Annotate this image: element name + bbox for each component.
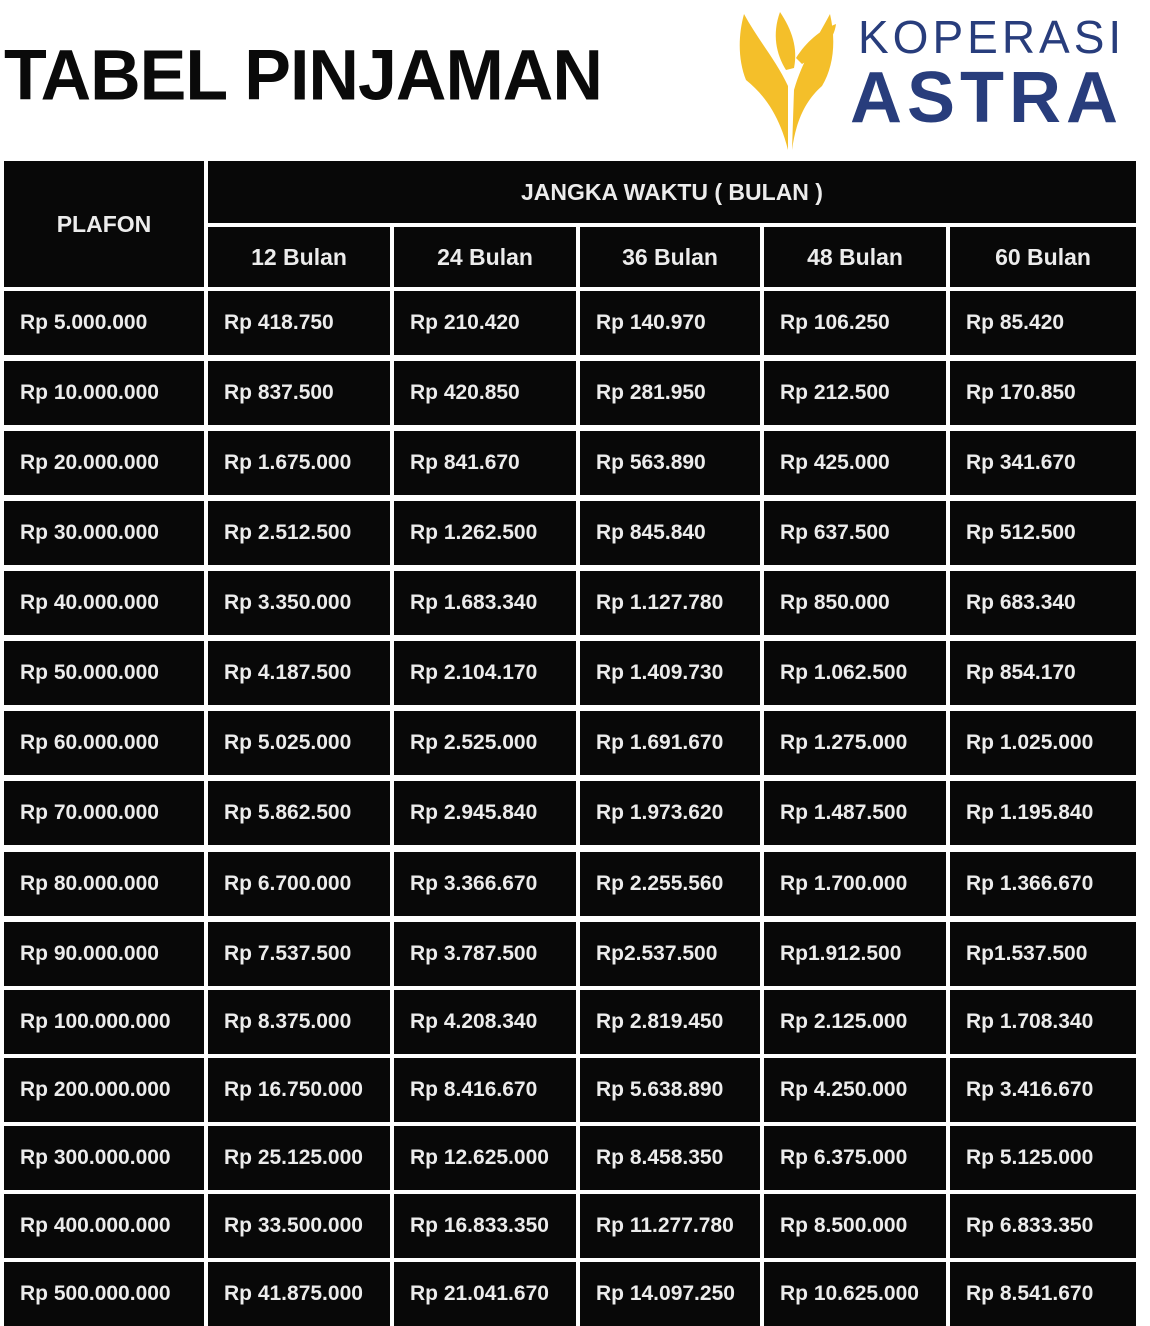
installment-cell: Rp 1.683.340: [394, 571, 576, 635]
column-header: 48 Bulan: [764, 227, 946, 287]
installment-cell: Rp 854.170: [950, 641, 1136, 705]
plafon-header: PLAFON: [4, 161, 204, 287]
plafon-cell: Rp 30.000.000: [4, 501, 204, 565]
installment-cell: Rp 6.700.000: [208, 852, 390, 916]
installment-cell: Rp 420.850: [394, 361, 576, 425]
installment-cell: Rp 1.691.670: [580, 711, 760, 775]
installment-cell: Rp 4.208.340: [394, 990, 576, 1054]
plafon-cell: Rp 80.000.000: [4, 852, 204, 916]
installment-cell: Rp 2.255.560: [580, 852, 760, 916]
installment-cell: Rp 2.525.000: [394, 711, 576, 775]
installment-cell: Rp 8.375.000: [208, 990, 390, 1054]
plafon-cell: Rp 100.000.000: [4, 990, 204, 1054]
installment-cell: Rp 5.638.890: [580, 1058, 760, 1122]
installment-cell: Rp 5.862.500: [208, 781, 390, 845]
installment-cell: Rp 85.420: [950, 291, 1136, 355]
plafon-cell: Rp 40.000.000: [4, 571, 204, 635]
plafon-cell: Rp 60.000.000: [4, 711, 204, 775]
installment-cell: Rp 2.819.450: [580, 990, 760, 1054]
installment-cell: Rp 841.670: [394, 431, 576, 495]
installment-cell: Rp 8.416.670: [394, 1058, 576, 1122]
plafon-cell: Rp 70.000.000: [4, 781, 204, 845]
installment-cell: Rp 106.250: [764, 291, 946, 355]
plafon-cell: Rp 20.000.000: [4, 431, 204, 495]
plafon-cell: Rp 200.000.000: [4, 1058, 204, 1122]
installment-cell: Rp 3.366.670: [394, 852, 576, 916]
installment-cell: Rp 845.840: [580, 501, 760, 565]
plafon-cell: Rp 50.000.000: [4, 641, 204, 705]
installment-cell: Rp 1.195.840: [950, 781, 1136, 845]
installment-cell: Rp 1.700.000: [764, 852, 946, 916]
installment-cell: Rp 170.850: [950, 361, 1136, 425]
installment-cell: Rp 140.970: [580, 291, 760, 355]
installment-cell: Rp 8.500.000: [764, 1194, 946, 1258]
loan-table: [0, 158, 1138, 1326]
installment-cell: Rp 41.875.000: [208, 1262, 390, 1326]
installment-cell: Rp 425.000: [764, 431, 946, 495]
installment-cell: Rp 1.366.670: [950, 852, 1136, 916]
installment-cell: Rp 850.000: [764, 571, 946, 635]
installment-cell: Rp 837.500: [208, 361, 390, 425]
installment-cell: Rp 12.625.000: [394, 1126, 576, 1190]
installment-cell: Rp 4.250.000: [764, 1058, 946, 1122]
installment-cell: Rp 512.500: [950, 501, 1136, 565]
plafon-cell: Rp 500.000.000: [4, 1262, 204, 1326]
jangka-waktu-header: JANGKA WAKTU ( BULAN ): [208, 161, 1136, 223]
installment-cell: Rp 2.945.840: [394, 781, 576, 845]
installment-cell: Rp 563.890: [580, 431, 760, 495]
installment-cell: Rp 3.787.500: [394, 922, 576, 986]
installment-cell: Rp 2.125.000: [764, 990, 946, 1054]
installment-cell: Rp2.537.500: [580, 922, 760, 986]
installment-cell: Rp 10.625.000: [764, 1262, 946, 1326]
installment-cell: Rp 8.458.350: [580, 1126, 760, 1190]
installment-cell: Rp 5.125.000: [950, 1126, 1136, 1190]
installment-cell: Rp 2.512.500: [208, 501, 390, 565]
plafon-cell: Rp 300.000.000: [4, 1126, 204, 1190]
column-header: 12 Bulan: [208, 227, 390, 287]
installment-cell: Rp 1.127.780: [580, 571, 760, 635]
installment-cell: Rp 16.833.350: [394, 1194, 576, 1258]
installment-cell: Rp 1.708.340: [950, 990, 1136, 1054]
installment-cell: Rp 2.104.170: [394, 641, 576, 705]
installment-cell: Rp 16.750.000: [208, 1058, 390, 1122]
plafon-cell: Rp 90.000.000: [4, 922, 204, 986]
installment-cell: Rp 1.262.500: [394, 501, 576, 565]
installment-cell: Rp 5.025.000: [208, 711, 390, 775]
installment-cell: Rp 8.541.670: [950, 1262, 1136, 1326]
installment-cell: Rp 683.340: [950, 571, 1136, 635]
installment-cell: Rp 3.350.000: [208, 571, 390, 635]
column-header: 24 Bulan: [394, 227, 576, 287]
installment-cell: Rp 1.409.730: [580, 641, 760, 705]
logo-text-astra: ASTRA: [850, 58, 1123, 138]
koperasi-astra-logo: [736, 0, 1146, 152]
plafon-cell: Rp 400.000.000: [4, 1194, 204, 1258]
installment-cell: Rp1.912.500: [764, 922, 946, 986]
installment-cell: Rp 210.420: [394, 291, 576, 355]
installment-cell: Rp 3.416.670: [950, 1058, 1136, 1122]
column-header: 60 Bulan: [950, 227, 1136, 287]
plafon-cell: Rp 5.000.000: [4, 291, 204, 355]
installment-cell: Rp 11.277.780: [580, 1194, 760, 1258]
installment-cell: Rp 637.500: [764, 501, 946, 565]
installment-cell: Rp 14.097.250: [580, 1262, 760, 1326]
installment-cell: Rp 341.670: [950, 431, 1136, 495]
installment-cell: Rp 25.125.000: [208, 1126, 390, 1190]
installment-cell: Rp 212.500: [764, 361, 946, 425]
installment-cell: Rp 1.062.500: [764, 641, 946, 705]
column-header: 36 Bulan: [580, 227, 760, 287]
installment-cell: Rp 1.675.000: [208, 431, 390, 495]
installment-cell: Rp1.537.500: [950, 922, 1136, 986]
page-title: TABEL PINJAMAN: [4, 35, 602, 115]
installment-cell: Rp 418.750: [208, 291, 390, 355]
logo-text-koperasi: KOPERASI: [858, 11, 1126, 63]
wheat-leaf-icon: [736, 0, 846, 152]
installment-cell: Rp 1.973.620: [580, 781, 760, 845]
installment-cell: Rp 6.375.000: [764, 1126, 946, 1190]
installment-cell: Rp 21.041.670: [394, 1262, 576, 1326]
installment-cell: Rp 1.275.000: [764, 711, 946, 775]
installment-cell: Rp 7.537.500: [208, 922, 390, 986]
installment-cell: Rp 1.487.500: [764, 781, 946, 845]
installment-cell: Rp 33.500.000: [208, 1194, 390, 1258]
installment-cell: Rp 6.833.350: [950, 1194, 1136, 1258]
installment-cell: Rp 4.187.500: [208, 641, 390, 705]
installment-cell: Rp 281.950: [580, 361, 760, 425]
plafon-cell: Rp 10.000.000: [4, 361, 204, 425]
installment-cell: Rp 1.025.000: [950, 711, 1136, 775]
